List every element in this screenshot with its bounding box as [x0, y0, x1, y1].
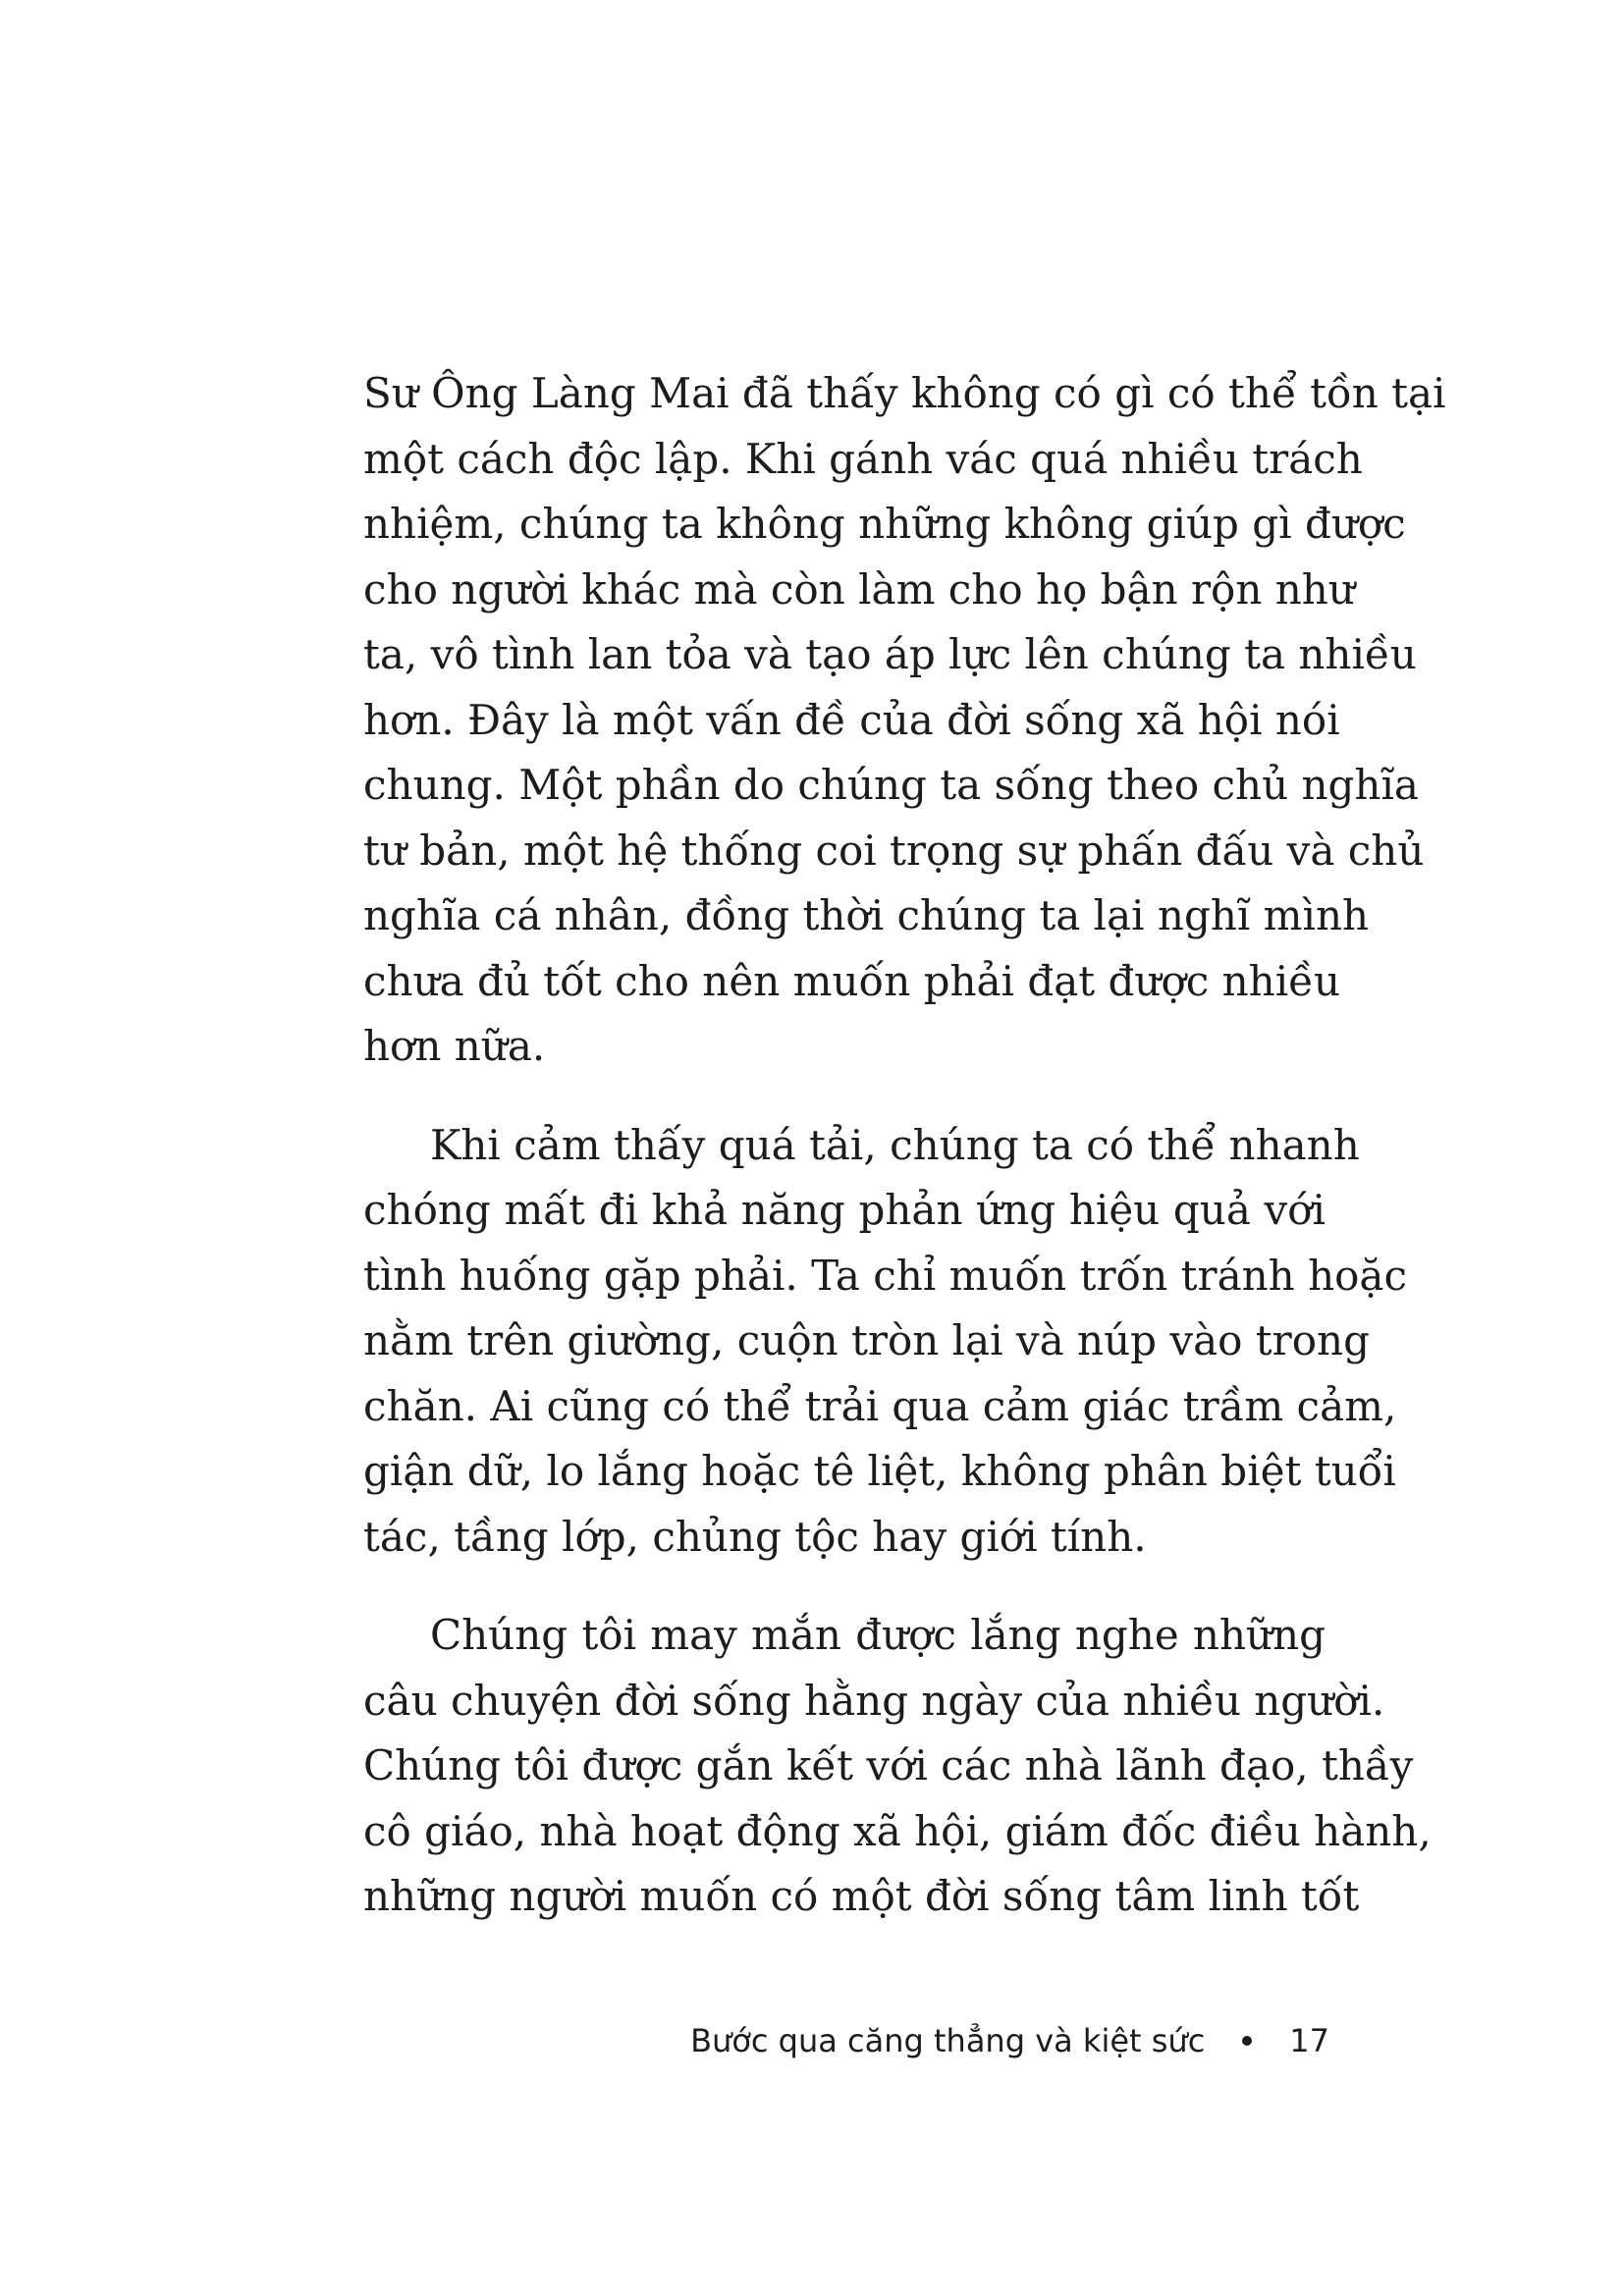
body-text	[363, 361, 1446, 1930]
text-line: câu chuyện đời sống hằng ngày của nhiều người.	[363, 1676, 1385, 1725]
text-line: những người muốn có một đời sống tâm linh tốt	[363, 1872, 1360, 1920]
paragraph-3	[363, 1603, 1432, 1930]
text-line: Khi cảm thấy quá tải, chúng ta có thể nhanh	[430, 1120, 1360, 1169]
paragraph-2	[363, 1113, 1407, 1571]
text-line: hơn. Đây là một vấn đề của đời sống xã hội nói	[363, 695, 1340, 744]
text-line: tác, tầng lớp, chủng tộc hay giới tính.	[363, 1512, 1147, 1561]
text-line: giận dữ, lo lắng hoặc tê liệt, không phân biệt tuổi	[363, 1447, 1396, 1495]
text-line: nằm trên giường, cuộn tròn lại và núp vào trong	[363, 1316, 1370, 1364]
running-footer	[690, 2022, 1329, 2059]
page-number: 17	[1289, 2022, 1329, 2059]
text-line: Sư Ông Làng Mai đã thấy không có gì có thể tồn tại	[363, 369, 1446, 417]
text-line: chung. Một phần do chúng ta sống theo chủ nghĩa	[363, 761, 1419, 809]
text-line: hơn nữa.	[363, 1022, 546, 1070]
bullet-separator-icon	[1242, 2036, 1252, 2046]
text-line: một cách độc lập. Khi gánh vác quá nhiều trách	[363, 434, 1363, 483]
text-line: ta, vô tình lan tỏa và tạo áp lực lên chúng ta nhiều	[363, 630, 1417, 678]
chapter-title: Bước qua căng thẳng và kiệt sức	[690, 2022, 1206, 2059]
text-line: tình huống gặp phải. Ta chỉ muốn trốn tránh hoặc	[363, 1251, 1407, 1300]
text-line: Chúng tôi may mắn được lắng nghe những	[430, 1611, 1326, 1659]
text-line: Chúng tôi được gắn kết với các nhà lãnh đạo, thầy	[363, 1741, 1414, 1789]
text-line: tư bản, một hệ thống coi trọng sự phấn đấu và chủ	[363, 826, 1425, 875]
paragraph-1	[363, 361, 1446, 1080]
text-line: chóng mất đi khả năng phản ứng hiệu quả với	[363, 1186, 1326, 1234]
text-line: cho người khác mà còn làm cho họ bận rộn như	[363, 564, 1355, 614]
text-line: chăn. Ai cũng có thể trải qua cảm giác trầm cảm,	[363, 1381, 1397, 1430]
text-line: chưa đủ tốt cho nên muốn phải đạt được nhiều	[363, 956, 1341, 1005]
text-line: cô giáo, nhà hoạt động xã hội, giám đốc điều hành,	[363, 1806, 1432, 1855]
text-line: nghĩa cá nhân, đồng thời chúng ta lại nghĩ mình	[363, 891, 1370, 939]
text-line: nhiệm, chúng ta không những không giúp gì được	[363, 500, 1406, 548]
